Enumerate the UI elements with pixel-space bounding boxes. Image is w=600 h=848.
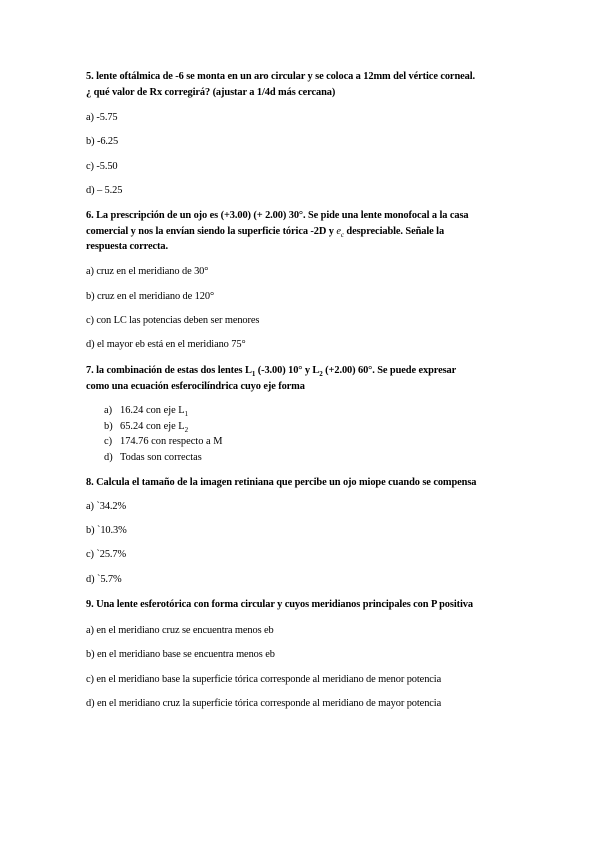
question-8-option-d: d) `5.7% — [86, 574, 122, 585]
question-5-option-b: b) -6.25 — [86, 136, 119, 147]
question-6-title — [86, 208, 526, 255]
question-6-option-c: c) con LC las potencias deben ser menores — [86, 315, 260, 326]
question-7-item-b: b) 65.24 con eje $L_2$ — [104, 421, 189, 435]
question-8-option-b: b) `10.3% — [86, 525, 127, 536]
question-9-title — [86, 597, 526, 613]
question-5-option-a: a) -5.75 — [86, 112, 118, 123]
question-5-title — [86, 69, 526, 100]
question-8-line-1: 8. Calcula el tamaño de la imagen retiniana que percibe un ojo miope cuando se compensa — [86, 477, 477, 488]
question-6-option-a: a) cruz en el meridiano de 30° — [86, 266, 209, 277]
question-7-title — [86, 363, 526, 394]
question-8-title — [86, 475, 526, 491]
question-9-line-1: 9. Una lente esferotórica con forma circular y cuyos meridianos principales con P positiva — [86, 599, 473, 610]
question-9-option-c: c) en el meridiano base la superficie tórica corresponde al meridiano de menor potencia — [86, 674, 442, 685]
question-9-option-b: b) en el meridiano base se encuentra menos eb — [86, 649, 275, 660]
question-7-item-c: c) 174.76 con respecto a M — [104, 436, 223, 447]
question-7-item-d: d) Todas son correctas — [104, 452, 202, 463]
question-9-option-d: d) en el meridiano cruz la superficie tórica corresponde al meridiano de mayor potencia — [86, 698, 442, 709]
question-5-line-1: 5. lente oftálmica de -6 se monta en un aro circular y se coloca a 12mm del vértice corneal. — [86, 71, 476, 82]
question-7-line-1: 7. la combinación de estas dos lentes $L_1$ (-3.00) 10° y $L_2$ (+2.00) 60°. Se puede expresar — [86, 365, 457, 379]
question-7-line-2: como una ecuación esferocilíndrica cuyo eje forma — [86, 380, 305, 392]
question-5-line-2: ¿ qué valor de Rx corregirá? (ajustar a 1/4d más cercana) — [86, 86, 336, 98]
question-6-line-2: comercial y nos la envían siendo la superficie tórica -2D y $e_c$ despreciable. Señale la — [86, 225, 445, 239]
question-6-option-d: d) el mayor eb está en el meridiano 75° — [86, 339, 246, 350]
question-8-option-c: c) `25.7% — [86, 549, 127, 560]
question-5-option-c: c) -5.50 — [86, 161, 118, 172]
question-6-line-1: 6. La prescripción de un ojo es (+3.00) (+ 2.00) 30°. Se pide una lente monofocal a la casa — [86, 210, 469, 221]
question-6-option-b: b) cruz en el meridiano de 120° — [86, 291, 215, 302]
question-9-option-a: a) en el meridiano cruz se encuentra menos eb — [86, 625, 274, 636]
question-6-line-3: respuesta correcta. — [86, 241, 168, 252]
question-8-option-a: a) `34.2% — [86, 501, 127, 512]
ec-symbol: $e_c$ — [336, 225, 344, 239]
question-5-option-d: d) – 5.25 — [86, 185, 123, 196]
question-7-item-a: a) 16.24 con eje $L_1$ — [104, 405, 189, 419]
